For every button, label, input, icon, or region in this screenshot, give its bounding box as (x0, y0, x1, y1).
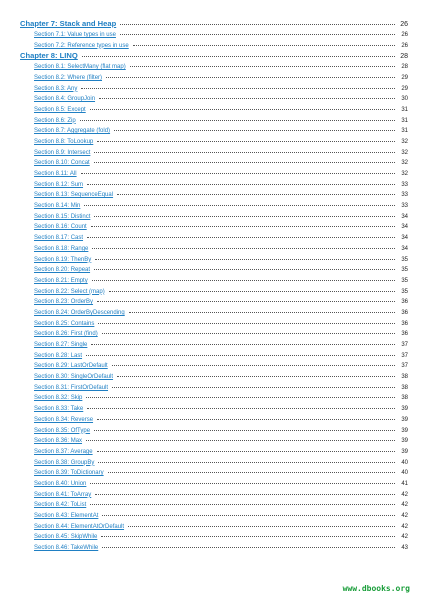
dot-leader (94, 430, 395, 431)
toc-section-entry[interactable] (20, 169, 408, 180)
dot-leader (108, 472, 395, 473)
dot-leader (102, 333, 395, 334)
section-link[interactable]: Section 8.3: Any (34, 85, 78, 92)
dot-leader (87, 237, 395, 238)
page-number: 35 (401, 267, 408, 274)
page-number: 31 (401, 117, 408, 124)
toc-section-entry[interactable] (20, 105, 408, 116)
section-link[interactable]: Section 8.14: Min (34, 203, 81, 210)
toc-section-entry[interactable] (20, 233, 408, 244)
toc-section-entry[interactable] (20, 447, 408, 458)
toc-section-entry[interactable] (20, 190, 408, 201)
dot-leader (106, 77, 395, 78)
section-link[interactable]: Section 8.35: OfType (34, 427, 91, 434)
section-link[interactable]: Section 8.16: Count (34, 224, 87, 231)
dot-leader (97, 451, 395, 452)
section-link[interactable]: Section 8.43: ElementAt (34, 513, 99, 520)
dot-leader (97, 141, 395, 142)
page-number: 29 (401, 74, 408, 81)
page-number: 39 (401, 427, 408, 434)
dot-leader (87, 408, 395, 409)
toc-section-entry[interactable] (20, 319, 408, 330)
toc-section-entry[interactable] (20, 372, 408, 383)
section-link[interactable]: Section 8.37: Average (34, 448, 93, 455)
page-number: 35 (401, 277, 408, 284)
page-number: 26 (401, 31, 408, 38)
page-number: 36 (401, 331, 408, 338)
section-link[interactable]: Section 8.4: GroupJoin (34, 96, 96, 103)
toc-section-entry[interactable] (20, 308, 408, 319)
section-link[interactable]: Section 8.15: Distinct (34, 213, 91, 220)
page-number: 28 (401, 64, 408, 71)
page-number: 31 (401, 128, 408, 135)
toc-chapter-entry[interactable] (20, 51, 408, 62)
page-number: 32 (401, 160, 408, 167)
toc-section-entry[interactable] (20, 340, 408, 351)
section-link[interactable]: Section 8.1: SelectMany (flat map) (34, 64, 126, 71)
toc-section-entry[interactable] (20, 479, 408, 490)
toc-section-entry[interactable] (20, 436, 408, 447)
dot-leader (86, 355, 395, 356)
section-link[interactable]: Section 8.21: Empty (34, 277, 88, 284)
section-link[interactable]: Section 8.27: Single (34, 342, 88, 349)
page-number: 29 (401, 85, 408, 92)
dot-leader (120, 24, 395, 25)
section-link[interactable]: Section 8.41: ToArray (34, 491, 92, 498)
toc-section-entry[interactable] (20, 415, 408, 426)
page-number: 41 (401, 480, 408, 487)
section-link[interactable]: Section 8.6: Zip (34, 117, 76, 124)
toc-section-entry[interactable] (20, 351, 408, 362)
toc-section-entry[interactable] (20, 329, 408, 340)
dot-leader (80, 120, 395, 121)
toc-section-entry[interactable] (20, 94, 408, 105)
dot-leader (91, 344, 395, 345)
dot-leader (98, 323, 395, 324)
section-link[interactable]: Section 8.23: OrderBy (34, 299, 94, 306)
page-number: 39 (401, 438, 408, 445)
dot-leader (90, 504, 395, 505)
section-link[interactable]: Section 8.22: Select (map) (34, 288, 105, 295)
dot-leader (81, 88, 395, 89)
section-link[interactable]: Section 8.26: First (find) (34, 331, 98, 338)
dot-leader (94, 162, 395, 163)
page-number: 39 (401, 448, 408, 455)
section-link[interactable]: Section 8.36: Max (34, 438, 83, 445)
section-link[interactable]: Section 8.29: LastOrDefault (34, 363, 108, 370)
toc-section-entry[interactable] (20, 180, 408, 191)
section-link[interactable]: Section 8.19: ThenBy (34, 256, 92, 263)
toc-section-entry[interactable] (20, 126, 408, 137)
toc-chapter-entry[interactable] (20, 19, 408, 30)
section-link[interactable]: Section 8.40: Union (34, 480, 87, 487)
section-link[interactable]: Section 8.8: ToLookup (34, 138, 94, 145)
page-number: 26 (400, 21, 408, 28)
toc-section-entry[interactable] (20, 522, 408, 533)
toc-section-entry[interactable] (20, 148, 408, 159)
page-number: 36 (401, 309, 408, 316)
toc-section-entry[interactable] (20, 265, 408, 276)
dot-leader (101, 536, 395, 537)
toc-section-entry[interactable] (20, 255, 408, 266)
toc-section-entry[interactable] (20, 383, 408, 394)
section-link[interactable]: Section 7.1: Value types in use (34, 31, 116, 38)
dot-leader (94, 269, 395, 270)
dot-leader (81, 173, 395, 174)
page-number: 39 (401, 416, 408, 423)
toc-section-entry[interactable] (20, 511, 408, 522)
page-number: 31 (401, 106, 408, 113)
dot-leader (117, 194, 395, 195)
section-link[interactable]: Section 8.25: Contains (34, 320, 95, 327)
section-link[interactable]: Section 8.11: All (34, 171, 77, 178)
section-link[interactable]: Section 8.12: Sum (34, 181, 84, 188)
page-number: 40 (401, 459, 408, 466)
page-number: 42 (401, 523, 408, 530)
page-number: 43 (401, 545, 408, 552)
dot-leader (86, 397, 395, 398)
page-number: 42 (401, 502, 408, 509)
dot-leader (82, 56, 395, 57)
section-link[interactable]: Section 8.34: Reverse (34, 416, 94, 423)
dot-leader (129, 312, 395, 313)
section-link[interactable]: Section 8.17: Cast (34, 235, 84, 242)
toc-section-entry[interactable] (20, 137, 408, 148)
dot-leader (128, 526, 395, 527)
section-link[interactable]: Section 8.31: FirstOrDefault (34, 384, 109, 391)
toc-section-entry[interactable] (20, 158, 408, 169)
section-link[interactable]: Section 8.5: Except (34, 106, 86, 113)
toc-section-entry[interactable] (20, 543, 408, 554)
toc-section-entry[interactable] (20, 62, 408, 73)
toc-section-entry[interactable] (20, 500, 408, 511)
page-number: 36 (401, 320, 408, 327)
page-number: 26 (401, 42, 408, 49)
dot-leader (95, 259, 395, 260)
dot-leader (133, 45, 395, 46)
page-number: 39 (401, 406, 408, 413)
page-number: 30 (401, 96, 408, 103)
page-number: 42 (401, 534, 408, 541)
page-number: 38 (401, 374, 408, 381)
page-number: 35 (401, 288, 408, 295)
page-number: 38 (401, 384, 408, 391)
toc-section-entry[interactable] (20, 468, 408, 479)
page-number: 33 (401, 203, 408, 210)
section-link[interactable]: Section 8.46: TakeWhile (34, 545, 99, 552)
dot-leader (95, 494, 395, 495)
page-number: 32 (401, 138, 408, 145)
page-number: 37 (401, 352, 408, 359)
toc-section-entry[interactable] (20, 404, 408, 415)
dot-leader (97, 419, 395, 420)
page-number: 42 (401, 513, 408, 520)
section-link[interactable]: Section 8.13: SequenceEqual (34, 192, 114, 199)
toc-section-entry[interactable] (20, 116, 408, 127)
chapter-link[interactable]: Chapter 8: LINQ (20, 51, 78, 61)
toc-section-entry[interactable] (20, 222, 408, 233)
section-link[interactable]: Section 8.38: GroupBy (34, 459, 95, 466)
toc-section-entry[interactable] (20, 393, 408, 404)
page-number: 34 (401, 213, 408, 220)
page-number: 34 (401, 224, 408, 231)
section-link[interactable]: Section 8.24: OrderByDescending (34, 309, 125, 316)
dot-leader (130, 66, 395, 67)
dot-leader (98, 462, 395, 463)
section-link[interactable]: Section 8.39: ToDictionary (34, 470, 104, 477)
dot-leader (120, 34, 395, 35)
toc-section-entry[interactable] (20, 244, 408, 255)
dot-leader (112, 365, 395, 366)
page-number: 37 (401, 363, 408, 370)
watermark: www.dbooks.org (342, 584, 410, 593)
section-link[interactable]: Section 8.32: Skip (34, 395, 83, 402)
toc-section-entry[interactable] (20, 73, 408, 84)
dot-leader (92, 248, 395, 249)
dot-leader (112, 387, 395, 388)
page-number: 35 (401, 256, 408, 263)
dot-leader (102, 547, 395, 548)
chapter-link[interactable]: Chapter 7: Stack and Heap (20, 19, 117, 28)
section-link[interactable]: Section 8.45: SkipWhile (34, 534, 98, 541)
section-link[interactable]: Section 8.20: Repeat (34, 267, 91, 274)
dot-leader (102, 515, 395, 516)
toc-section-entry[interactable] (20, 30, 408, 41)
section-link[interactable]: Section 8.9: Intersect (34, 149, 91, 156)
section-link[interactable]: Section 8.7: Aggregate (fold) (34, 128, 111, 135)
section-link[interactable]: Section 8.18: Range (34, 245, 89, 252)
toc-section-entry[interactable] (20, 458, 408, 469)
dot-leader (109, 291, 395, 292)
section-link[interactable]: Section 8.30: SingleOrDefault (34, 374, 114, 381)
toc-section-entry[interactable] (20, 532, 408, 543)
toc-section-entry[interactable] (20, 201, 408, 212)
dot-leader (90, 109, 395, 110)
toc-section-entry[interactable] (20, 297, 408, 308)
page-number: 28 (400, 53, 408, 61)
toc-section-entry[interactable] (20, 287, 408, 298)
page-number: 38 (401, 395, 408, 402)
section-link[interactable]: Section 8.10: Concat (34, 160, 90, 167)
dot-leader (99, 98, 395, 99)
dot-leader (94, 216, 395, 217)
page-number: 32 (401, 171, 408, 178)
dot-leader (114, 130, 395, 131)
table-of-contents (20, 19, 408, 554)
dot-leader (87, 184, 395, 185)
toc-section-entry[interactable] (20, 361, 408, 372)
toc-section-entry[interactable] (20, 276, 408, 287)
dot-leader (92, 280, 395, 281)
page-number: 42 (401, 491, 408, 498)
section-link[interactable]: Section 8.2: Where (filter) (34, 74, 103, 81)
page-number: 34 (401, 245, 408, 252)
dot-leader (86, 440, 395, 441)
section-link[interactable]: Section 8.44: ElementAtOrDefault (34, 523, 125, 530)
toc-section-entry[interactable] (20, 212, 408, 223)
page-number: 33 (401, 181, 408, 188)
dot-leader (94, 152, 395, 153)
dot-leader (117, 376, 395, 377)
dot-leader (97, 301, 395, 302)
section-link[interactable]: Section 7.2: Reference types in use (34, 42, 129, 49)
toc-section-entry[interactable] (20, 41, 408, 52)
dot-leader (90, 483, 395, 484)
page-number: 40 (401, 470, 408, 477)
page-number: 32 (401, 149, 408, 156)
dot-leader (84, 205, 395, 206)
toc-section-entry[interactable] (20, 490, 408, 501)
page-number: 34 (401, 235, 408, 242)
page-number: 33 (401, 192, 408, 199)
toc-section-entry[interactable] (20, 84, 408, 95)
section-link[interactable]: Section 8.42: ToList (34, 502, 87, 509)
section-link[interactable]: Section 8.28: Last (34, 352, 83, 359)
section-link[interactable]: Section 8.33: Take (34, 406, 84, 413)
page-number: 37 (401, 342, 408, 349)
page-number: 36 (401, 299, 408, 306)
toc-section-entry[interactable] (20, 426, 408, 437)
dot-leader (91, 226, 395, 227)
